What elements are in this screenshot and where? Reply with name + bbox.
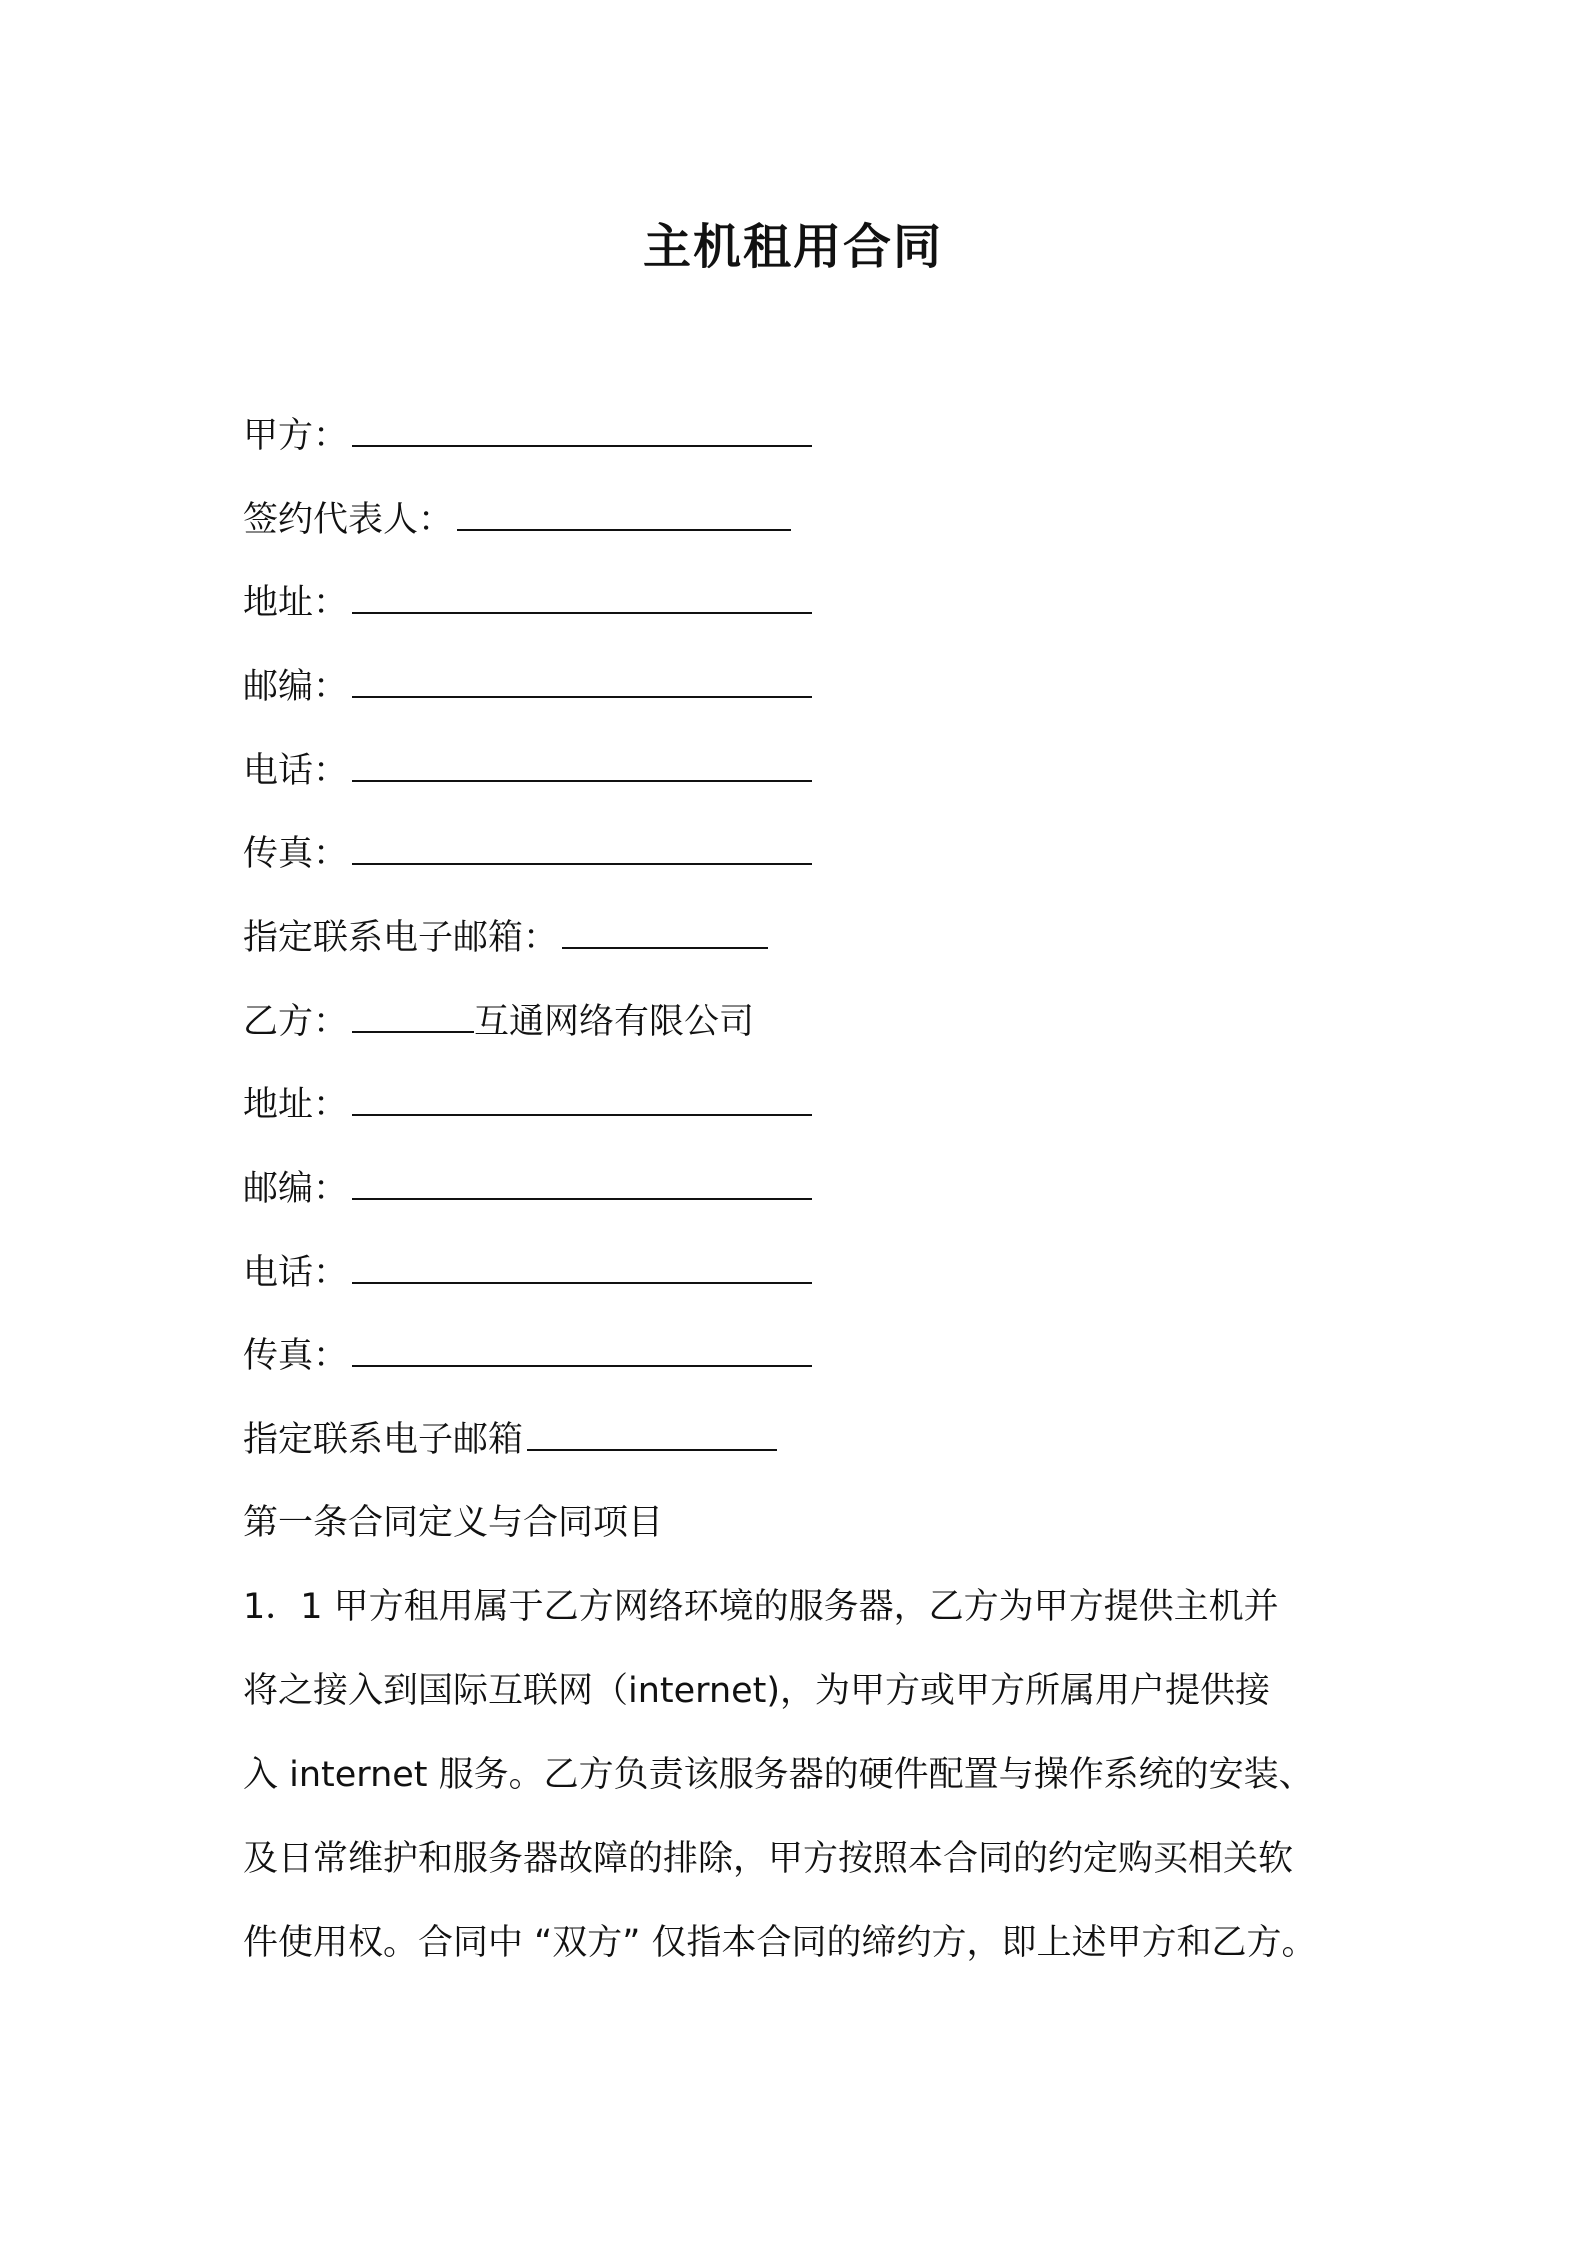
document-title: 主机租用合同: [642, 219, 943, 275]
party-b-email-field: [243, 1414, 777, 1466]
party-a-fax-blank[interactable]: [352, 833, 812, 865]
party-b-address-label: 地址：: [243, 1085, 349, 1125]
party-a-fax-field: [243, 828, 812, 880]
clause-1-1-paragraph: [243, 1565, 1363, 1985]
party-a-phone-blank[interactable]: [352, 750, 812, 782]
party-b-email-blank[interactable]: [527, 1419, 777, 1451]
party-a-fax-label: 传真：: [243, 834, 349, 874]
party-a-email-blank[interactable]: [562, 917, 768, 949]
party-b-name-label: 乙方：: [243, 1002, 349, 1042]
party-a-name-field: [243, 410, 812, 462]
clause-1-1-line: 及日常维护和服务器故障的排除，甲方按照本合同的约定购买相关软: [243, 1839, 1294, 1879]
party-b-fax-label: 传真：: [243, 1336, 349, 1376]
clause-1-1-line: 1．1 甲方租用属于乙方网络环境的服务器，乙方为甲方提供主机并: [243, 1587, 1279, 1627]
party-a-phone-field: [243, 745, 812, 797]
party-a-address-label: 地址：: [243, 583, 349, 623]
party-b-name-blank[interactable]: [352, 1001, 474, 1033]
party-a-representative-label: 签约代表人：: [243, 500, 454, 540]
party-b-company-name: 互通网络有限公司: [474, 1002, 755, 1042]
clause-1-1-line: 件使用权。合同中 “双方” 仅指本合同的缔约方，即上述甲方和乙方。: [243, 1923, 1317, 1963]
clause-1-1-line: 入 internet 服务。乙方负责该服务器的硬件配置与操作系统的安装、: [243, 1755, 1314, 1795]
party-b-fax-blank[interactable]: [352, 1335, 812, 1367]
party-a-representative-blank[interactable]: [457, 499, 791, 531]
section-1-heading: 第一条合同定义与合同项目: [243, 1503, 664, 1543]
party-a-address-field: [243, 577, 812, 629]
party-a-email-label: 指定联系电子邮箱：: [243, 918, 559, 958]
party-b-postcode-blank[interactable]: [352, 1168, 812, 1200]
party-b-name-field: [243, 996, 754, 1048]
party-a-name-blank[interactable]: [352, 415, 812, 447]
party-a-postcode-field: [243, 661, 812, 713]
party-a-phone-label: 电话：: [243, 751, 349, 791]
party-b-phone-blank[interactable]: [352, 1252, 812, 1284]
party-a-representative-field: [243, 494, 791, 546]
party-b-phone-field: [243, 1247, 812, 1299]
party-b-address-field: [243, 1079, 812, 1131]
party-a-postcode-label: 邮编：: [243, 667, 349, 707]
party-b-phone-label: 电话：: [243, 1253, 349, 1293]
party-b-email-label: 指定联系电子邮箱: [243, 1420, 524, 1460]
party-a-email-field: [243, 912, 768, 964]
party-b-postcode-label: 邮编：: [243, 1169, 349, 1209]
party-b-fax-field: [243, 1330, 812, 1382]
clause-1-1-line: 将之接入到国际互联网（internet)，为甲方或甲方所属用户提供接: [243, 1671, 1271, 1711]
party-a-postcode-blank[interactable]: [352, 666, 812, 698]
party-a-name-label: 甲方：: [243, 416, 349, 456]
party-a-address-blank[interactable]: [352, 582, 812, 614]
party-b-address-blank[interactable]: [352, 1084, 812, 1116]
party-b-postcode-field: [243, 1163, 812, 1215]
